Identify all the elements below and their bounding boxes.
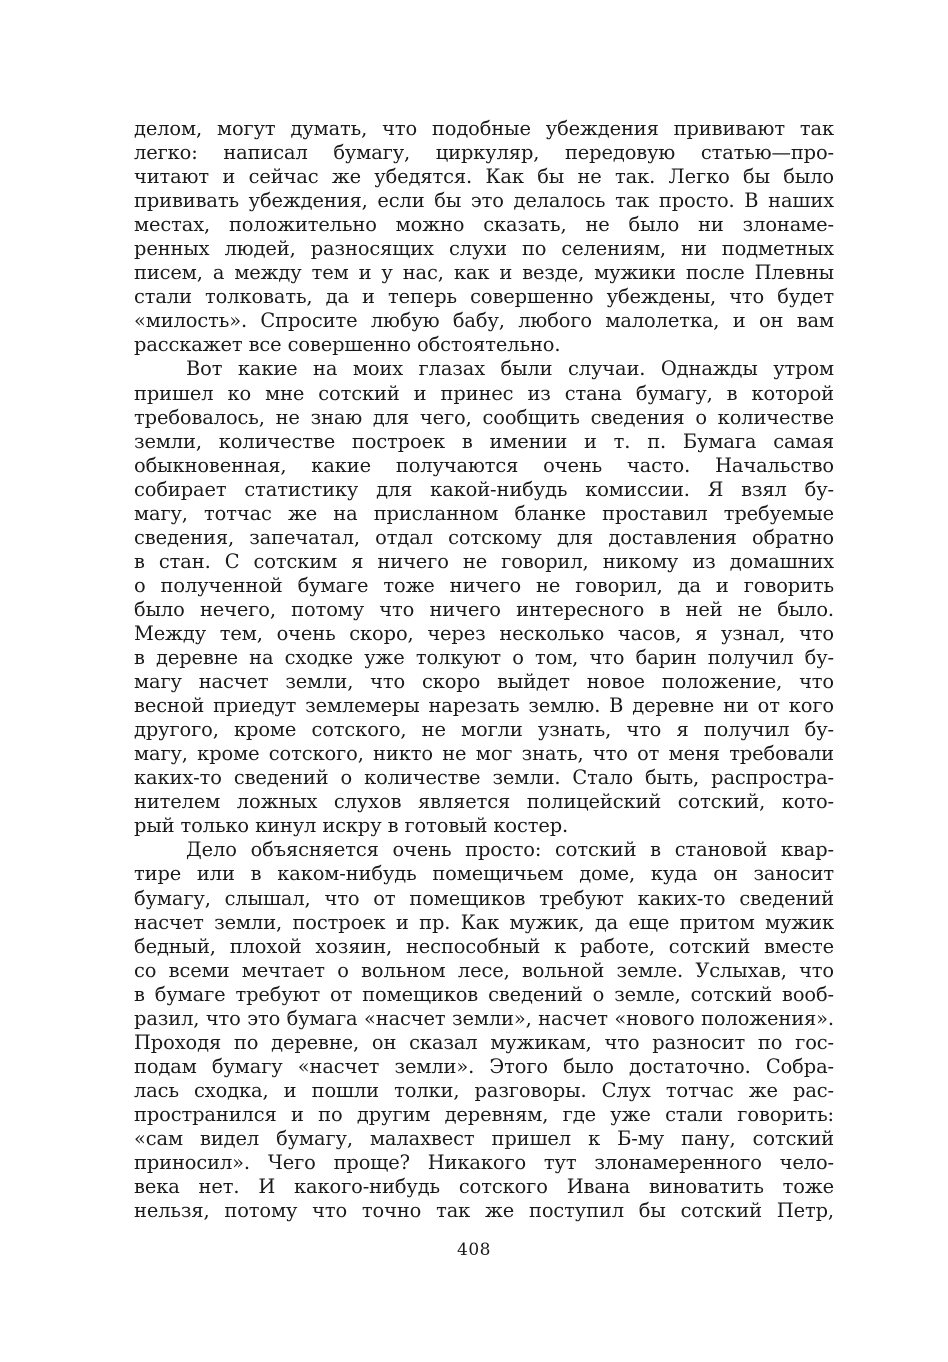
- text-line: местах, положительно можно сказать, не было ни злонаме-: [134, 213, 834, 237]
- paragraph: [134, 357, 834, 838]
- text-line: земли, количестве построек в имении и т. п. Бумага самая: [134, 429, 834, 453]
- text-line: ренных людей, разносящих слухи по селениям, ни подметных: [134, 237, 834, 261]
- text-line: насчет земли, построек и пр. Как мужик, да еще притом мужик: [134, 910, 834, 934]
- text-line: в стан. С сотским я ничего не говорил, никому из домашних: [134, 549, 834, 573]
- text-line: сведения, запечатал, отдал сотскому для доставления обратно: [134, 525, 834, 549]
- text-line: Проходя по деревне, он сказал мужикам, что разносит по гос-: [134, 1030, 834, 1054]
- text-line: другого, кроме сотского, не могли узнать, что я получил бу-: [134, 718, 834, 742]
- text-line: делом, могут думать, что подобные убеждения прививают так: [134, 117, 834, 140]
- text-line: магу насчет земли, что скоро выйдет новое положение, что: [134, 670, 834, 694]
- text-line: разил, что это бумага «насчет земли», насчет «нового положения».: [134, 1006, 834, 1030]
- text-line: нельзя, потому что точно так же поступил бы сотский Петр,: [134, 1199, 834, 1223]
- text-line: подам бумагу «насчет земли». Этого было достаточно. Собра-: [134, 1054, 834, 1078]
- text-line: бумагу, слышал, что от помещиков требуют каких-то сведений: [134, 886, 834, 910]
- body-text: [134, 117, 834, 1223]
- text-line: Вот какие на моих глазах были случаи. Однажды утром: [186, 357, 834, 381]
- text-line: тире или в каком-нибудь помещичьем доме, куда он заносит: [134, 862, 834, 886]
- text-line: нителем ложных слухов является полицейский сотский, кото-: [134, 790, 834, 814]
- text-line: лась сходка, и пошли толки, разговоры. Слух тотчас же рас-: [134, 1078, 834, 1102]
- text-line: «милость». Спросите любую бабу, любого малолетка, и он вам: [134, 309, 834, 333]
- text-line: пространился и по другим деревням, где уже стали говорить:: [134, 1102, 834, 1126]
- text-line: требовалось, не знаю для чего, сообщить сведения о количестве: [134, 405, 834, 429]
- text-line: писем, а между тем и у нас, как и везде, мужики после Плевны: [134, 261, 834, 285]
- text-line: стали толковать, да и теперь совершенно убеждены, что будет: [134, 285, 834, 309]
- text-line: весной приедут землемеры нарезать землю. В деревне ни от кого: [134, 694, 834, 718]
- text-line: в деревне на сходке уже толкуют о том, что барин получил бу-: [134, 646, 834, 670]
- text-line: приносил». Чего проще? Никакого тут злонамеренного чело-: [134, 1151, 834, 1175]
- text-line: Дело объясняется очень просто: сотский в становой квар-: [186, 838, 834, 862]
- text-line: читают и сейчас же убедятся. Как бы не так. Легко бы было: [134, 165, 834, 189]
- text-line: каких-то сведений о количестве земли. Стало быть, распростра-: [134, 766, 834, 790]
- text-line: магу, кроме сотского, никто не мог знать, что от меня требовали: [134, 742, 834, 766]
- text-line: легко: написал бумагу, циркуляр, передовую статью—про-: [134, 141, 834, 165]
- text-line: бедный, плохой хозяин, неспособный к работе, сотский вместе: [134, 934, 834, 958]
- text-line: Между тем, очень скоро, через несколько часов, я узнал, что: [134, 621, 834, 645]
- text-line: прививать убеждения, если бы это делалось так просто. В наших: [134, 189, 834, 213]
- text-line: собирает статистику для какой-нибудь комиссии. Я взял бу-: [134, 477, 834, 501]
- text-line: расскажет все совершенно обстоятельно.: [134, 333, 561, 357]
- text-line: о полученной бумаге тоже ничего не говорил, да и говорить: [134, 573, 834, 597]
- text-line: было нечего, потому что ничего интересного в ней не было.: [134, 597, 834, 621]
- page-number: 408: [457, 1240, 491, 1260]
- text-line: рый только кинул искру в готовый костер.: [134, 814, 569, 838]
- text-line: века нет. И какого-нибудь сотского Ивана виноватить тоже: [134, 1175, 834, 1199]
- text-line: «сам видел бумагу, малахвест пришел к Б-му пану, сотский: [134, 1126, 834, 1150]
- text-line: обыкновенная, какие получаются очень часто. Начальство: [134, 453, 834, 477]
- text-line: пришел ко мне сотский и принес из стана бумагу, в которой: [134, 381, 834, 405]
- paragraph: [134, 117, 834, 357]
- text-line: магу, тотчас же на присланном бланке проставил требуемые: [134, 501, 834, 525]
- paragraph: [134, 838, 834, 1223]
- text-line: со всеми мечтает о вольном лесе, вольной земле. Услыхав, что: [134, 958, 834, 982]
- text-line: в бумаге требуют от помещиков сведений о земле, сотский вооб-: [134, 982, 834, 1006]
